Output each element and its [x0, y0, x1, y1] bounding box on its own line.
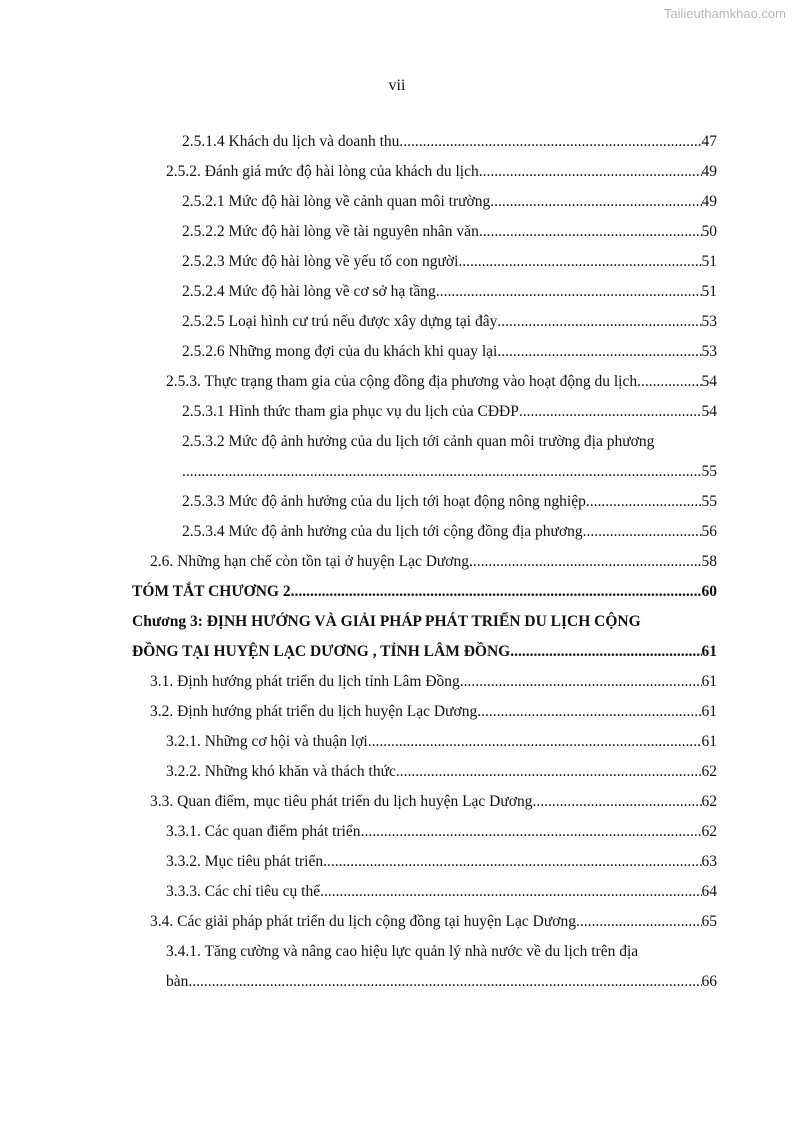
- toc-entry: [0, 337, 794, 367]
- toc-entry: [0, 277, 794, 307]
- toc-entry: [0, 187, 794, 217]
- toc-entry-page: 51: [701, 283, 717, 300]
- toc-entry-page: 62: [701, 823, 717, 840]
- toc-entry-title: 2.5.3.1 Hình thức tham gia phục vụ du lịch của CĐĐP: [182, 403, 519, 420]
- toc-entry-page: 64: [701, 883, 717, 900]
- toc-entry: [0, 517, 794, 547]
- toc-entry: [0, 157, 794, 187]
- toc-entry: [0, 427, 794, 457]
- toc-entry-title: 3.2.2. Những khó khăn và thách thức: [166, 763, 396, 780]
- toc-entry-title: 2.5.3. Thực trạng tham gia của cộng đồng địa phương vào hoạt động du lịch.: [166, 373, 641, 390]
- toc-entry-title: 3.3. Quan điểm, mục tiêu phát triển du lịch huyện Lạc Dương.: [150, 793, 537, 810]
- toc-entry-title: TÓM TẮT CHƯƠNG 2: [132, 583, 291, 600]
- toc-entry-page: 61: [701, 733, 717, 750]
- toc-entry-page: 61: [701, 643, 717, 660]
- toc-entry-title: 3.1. Định hướng phát triển du lịch tỉnh Lâm Đồng: [150, 673, 460, 690]
- toc-entry-page: 54: [701, 403, 717, 420]
- toc-entry-title: 2.5.2.3 Mức độ hài lòng về yếu tố con người: [182, 253, 459, 270]
- toc-entry-title: 2.5.2.1 Mức độ hài lòng về cảnh quan môi trường: [182, 193, 491, 210]
- toc-entry: [0, 907, 794, 937]
- toc-entry-title: 2.5.1.4 Khách du lịch và doanh thu: [182, 133, 400, 150]
- toc-entry-page: 50: [701, 223, 717, 240]
- toc-entry-page: 58: [701, 553, 717, 570]
- toc-entry: [0, 937, 794, 967]
- toc-entry-page: 47: [701, 133, 717, 150]
- toc-entry-title: ĐỒNG TẠI HUYỆN LẠC DƯƠNG , TỈNH LÂM ĐỒNG.: [132, 643, 515, 660]
- toc-entry-page: 51: [701, 253, 717, 270]
- toc-entry-title: 2.5.3.4 Mức độ ảnh hưởng của du lịch tới cộng đồng địa phương: [182, 523, 583, 540]
- toc-entry: [0, 787, 794, 817]
- toc-entry-title: bàn: [166, 973, 189, 990]
- toc-entry-title: 3.4.1. Tăng cường và nâng cao hiệu lực quản lý nhà nước về du lịch trên địa: [166, 943, 639, 960]
- toc-entry-title: 3.2. Định hướng phát triển du lịch huyện Lạc Dương: [150, 703, 478, 720]
- toc-entry-page: 62: [701, 763, 717, 780]
- toc-entry: [0, 727, 794, 757]
- toc-entry-chapter-continued: [0, 637, 794, 667]
- toc-entry-title: Chương 3: ĐỊNH HƯỚNG VÀ GIẢI PHÁP PHÁT TRIỂN DU LỊCH CỘNG: [132, 613, 641, 630]
- toc-entry-title: 3.2.1. Những cơ hội và thuận lợi: [166, 733, 368, 750]
- toc-entry-page: 55: [701, 493, 717, 510]
- toc-entry-page: 53: [701, 343, 717, 360]
- toc-entry-page: 49: [701, 193, 717, 210]
- toc-entry-page: 65: [701, 913, 717, 930]
- toc-entry-title: 2.5.2.2 Mức độ hài lòng về tài nguyên nhân văn: [182, 223, 479, 240]
- watermark: Tailieuthamkhao.com: [663, 6, 786, 21]
- toc-entry: [0, 367, 794, 397]
- toc-entry-page: 66: [701, 973, 717, 990]
- toc-entry-title: 3.3.2. Mục tiêu phát triển: [166, 853, 324, 870]
- toc-entry-page: 62: [701, 793, 717, 810]
- table-of-contents: [0, 127, 794, 997]
- toc-entry-page: 54: [701, 373, 717, 390]
- toc-entry-title: 3.4. Các giải pháp phát triển du lịch cộng đồng tại huyện Lạc Dương: [150, 913, 576, 930]
- toc-entry-title: 2.5.2.4 Mức độ hài lòng về cơ sở hạ tầng: [182, 283, 436, 300]
- toc-entry: [0, 307, 794, 337]
- toc-entry: [0, 127, 794, 157]
- toc-entry: [0, 667, 794, 697]
- toc-entry-title: 3.3.1. Các quan điểm phát triển.: [166, 823, 365, 840]
- toc-entry-chapter: [0, 607, 794, 637]
- toc-entry-page: 55: [701, 463, 717, 480]
- toc-entry: [0, 877, 794, 907]
- toc-entry-continued: [0, 457, 794, 487]
- toc-entry-page: 61: [701, 703, 717, 720]
- toc-entry-title: 3.3.3. Các chỉ tiêu cụ thể: [166, 883, 321, 900]
- toc-entry-page: 60: [701, 583, 717, 600]
- toc-entry: [0, 757, 794, 787]
- toc-entry: [0, 247, 794, 277]
- toc-entry: [0, 487, 794, 517]
- toc-entry-chapter-summary: [0, 577, 794, 607]
- toc-entry-page: 53: [701, 313, 717, 330]
- toc-entry: [0, 817, 794, 847]
- toc-entry-page: 56: [701, 523, 717, 540]
- toc-entry: [0, 847, 794, 877]
- toc-entry-page: 49: [701, 163, 717, 180]
- page-number: vii: [388, 77, 406, 94]
- toc-entry-page: 61: [701, 673, 717, 690]
- toc-entry-continued: [0, 967, 794, 997]
- toc-entry-page: 63: [701, 853, 717, 870]
- toc-entry: [0, 217, 794, 247]
- toc-entry-title: 2.5.3.3 Mức độ ảnh hưởng của du lịch tới hoạt động nông nghiệp: [182, 493, 586, 510]
- toc-entry: [0, 697, 794, 727]
- toc-entry-title: 2.5.2.5 Loại hình cư trú nếu được xây dựng tại đây: [182, 313, 498, 330]
- toc-entry-title: 2.6. Những hạn chế còn tồn tại ở huyện Lạc Dương: [150, 553, 470, 570]
- toc-entry-title: 2.5.2. Đánh giá mức độ hài lòng của khách du lịch: [166, 163, 479, 180]
- toc-entry-title: 2.5.2.6 Những mong đợi của du khách khi quay lại: [182, 343, 498, 360]
- toc-entry-title: 2.5.3.2 Mức độ ảnh hưởng của du lịch tới cảnh quan môi trường địa phương: [182, 433, 655, 450]
- toc-entry: [0, 547, 794, 577]
- toc-entry: [0, 397, 794, 427]
